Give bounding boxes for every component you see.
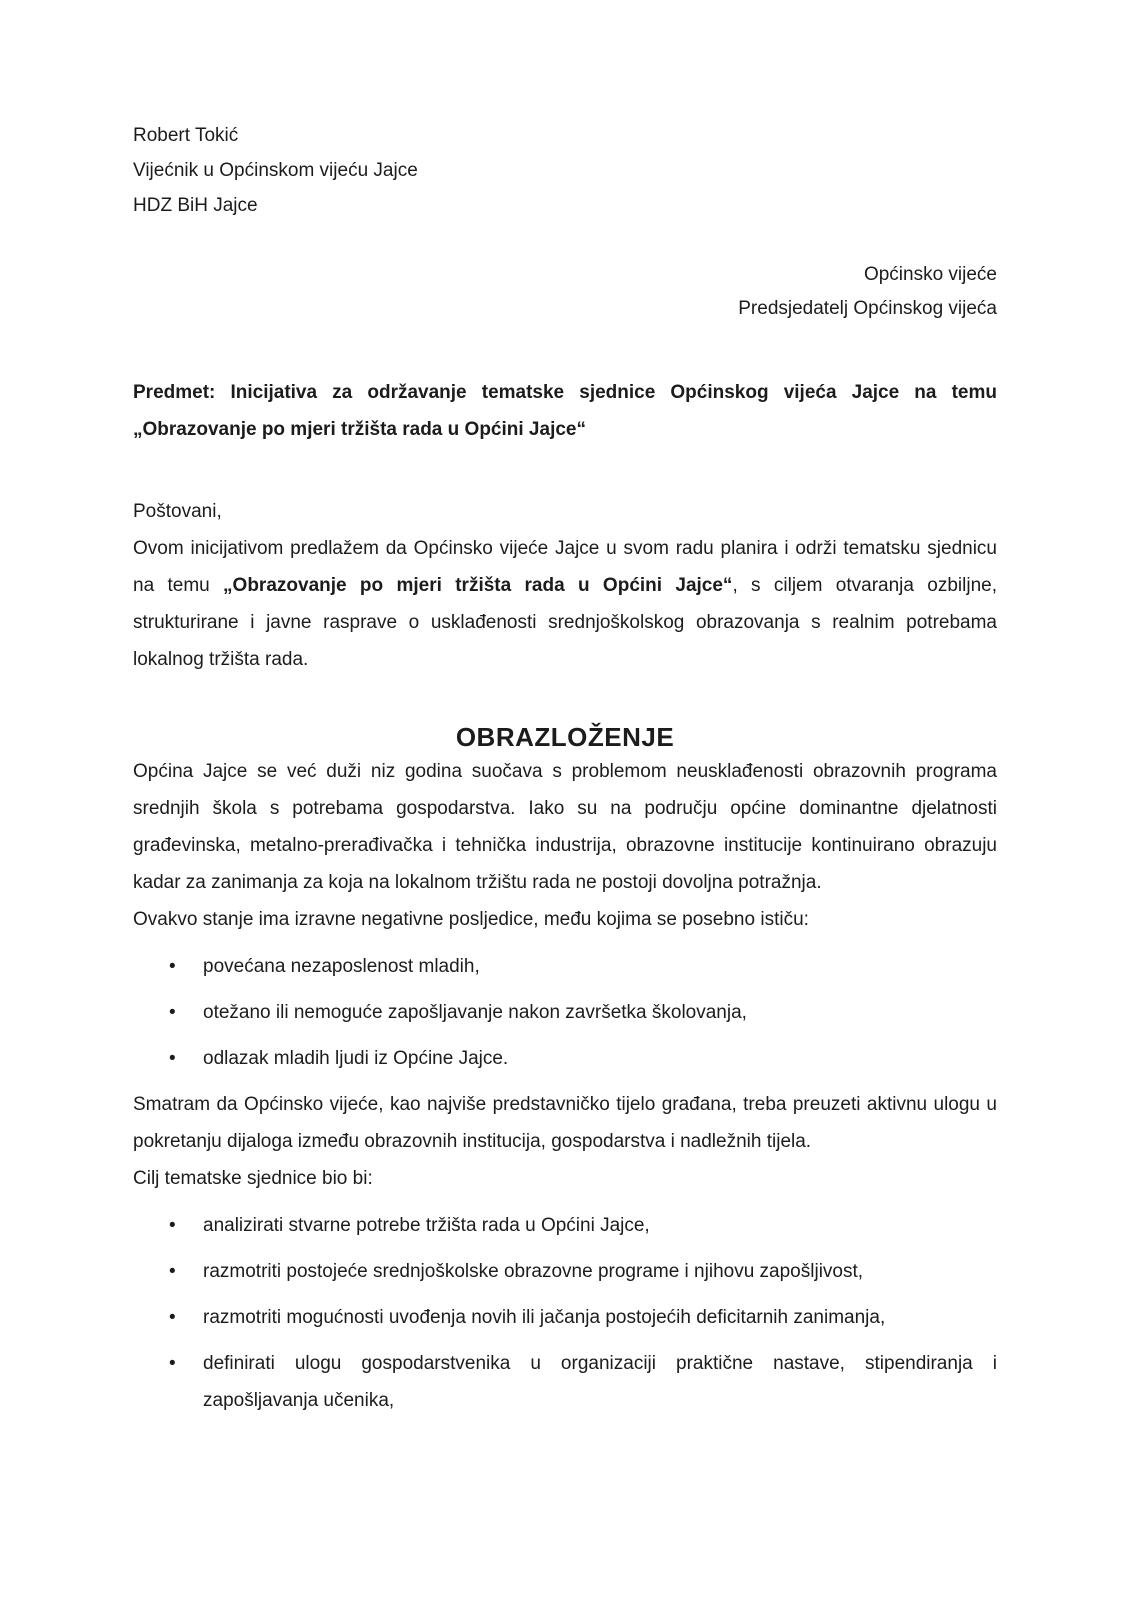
consequences-list-item: • povećana nezaposlenost mladih,	[133, 948, 997, 985]
intro-paragraph	[133, 530, 997, 678]
goals-list-item: • analizirati stvarne potrebe tržišta rada u Općini Jajce,	[133, 1207, 997, 1244]
goals-list-item: • razmotriti mogućnosti uvođenja novih ili jačanja postojećih deficitarnih zanimanja,	[133, 1299, 997, 1336]
consequences-list-item: • odlazak mladih ljudi iz Općine Jajce.	[133, 1040, 997, 1077]
paragraph-goals-lead: Cilj tematske sjednice bio bi:	[133, 1168, 373, 1189]
subject-line: Predmet: Inicijativa za održavanje tematske sjednice Općinskog vijeća Jajce na temu „Obrazovanje po mjeri tržišta rada u Općini Jajce“	[133, 382, 997, 440]
goals-list-item: • definirati ulogu gospodarstvenika u organizaciji praktične nastave, stipendiranja i zapošljavanja učenika,	[133, 1345, 997, 1419]
paragraph-context: Općina Jajce se već duži niz godina suočava s problemom neusklađenosti obrazovnih programa srednjih škola s potrebama gospodarstva. Iako su na području općine dominantne djelatnosti građevinska, metalno-prerađivačka i tehnička industrija, obrazovne institucije kontinuirano obrazuju kadar za zanimanja za koja na lokalnom tržištu rada ne postoji dovoljna potražnja.	[133, 761, 997, 893]
recipient-institution: Općinsko vijeće	[863, 264, 997, 285]
intro-text-pre: Ovom inicijativom predlažem da Općinsko vijeće Jajce u svom radu planira i održi tematsku sjednicu na temu	[133, 538, 997, 596]
section-heading-obrazlozenje: OBRAZLOŽENJE	[455, 722, 675, 752]
intro-text-bold-topic: „Obrazovanje po mjeri tržišta rada u Općini Jajce“	[223, 575, 733, 596]
recipient-block	[133, 258, 997, 326]
sender-name: Robert Tokić	[133, 125, 239, 146]
sender-role: Vijećnik u Općinskom vijeću Jajce	[133, 160, 418, 181]
sender-block	[133, 118, 997, 223]
paragraph-consequences-lead: Ovakvo stanje ima izravne negativne posljedice, među kojima se posebno ističu:	[133, 909, 809, 930]
recipient-addressee: Predsjedatelj Općinskog vijeća	[738, 298, 997, 319]
intro-text-post: , s ciljem otvaranja ozbiljne, strukturirane i javne rasprave o usklađenosti srednjoškolskog obrazovanja s realnim potrebama lokalnog tržišta rada.	[133, 575, 997, 670]
goals-list	[133, 1207, 997, 1419]
sender-party: HDZ BiH Jajce	[133, 195, 258, 216]
salutation: Poštovani,	[133, 501, 222, 522]
consequences-list-item: • otežano ili nemoguće zapošljavanje nakon završetka školovanja,	[133, 994, 997, 1031]
consequences-list	[133, 948, 997, 1077]
goals-list-item: • razmotriti postojeće srednjoškolske obrazovne programe i njihovu zapošljivost,	[133, 1253, 997, 1290]
paragraph-council-role: Smatram da Općinsko vijeće, kao najviše predstavničko tijelo građana, treba preuzeti aktivnu ulogu u pokretanju dijaloga između obrazovnih institucija, gospodarstva i nadležnih tijela.	[133, 1094, 997, 1152]
